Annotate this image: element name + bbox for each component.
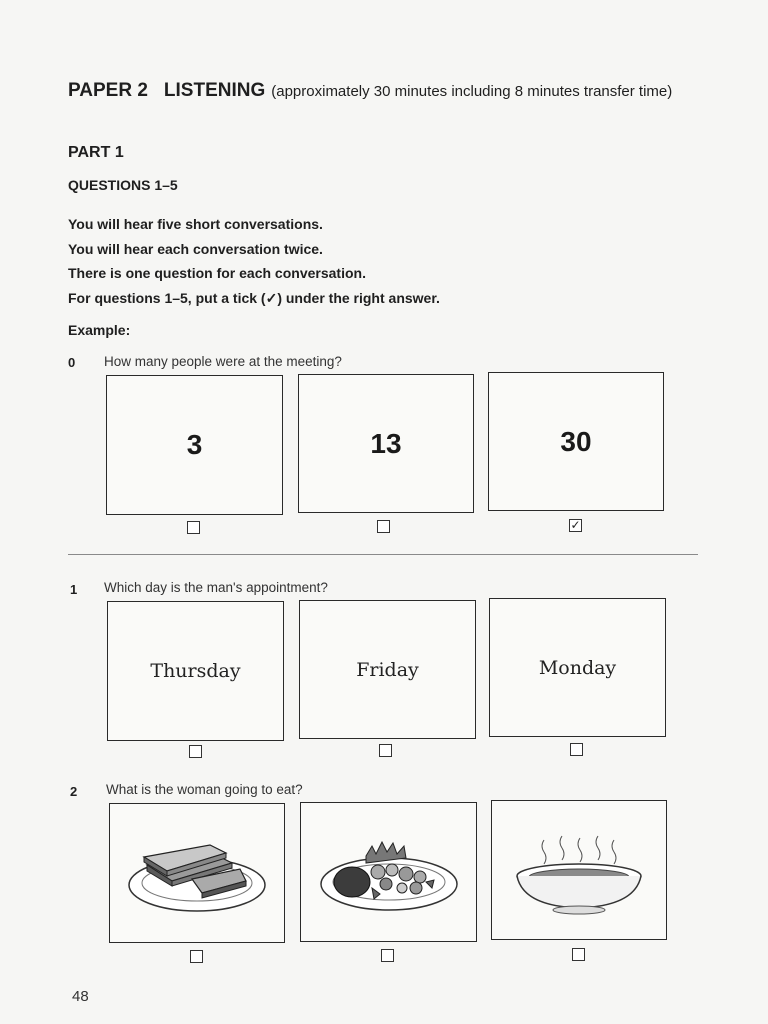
instruction-line: You will hear each conversation twice. [68, 240, 323, 257]
option-value: Monday [538, 656, 617, 679]
option-value: 30 [560, 425, 592, 457]
sandwich-image [122, 823, 272, 923]
answer-checkbox[interactable] [189, 745, 202, 758]
answer-checkbox[interactable] [377, 520, 390, 533]
paper-subtitle: (approximately 30 minutes including 8 minutes transfer time) [271, 83, 673, 100]
option-value: 13 [370, 427, 402, 459]
answer-checkbox[interactable] [381, 949, 394, 962]
answer-checkbox-ticked[interactable]: ✓ [570, 518, 581, 532]
option-value: 3 [186, 429, 203, 460]
option-box [298, 374, 474, 513]
part-heading: PART 1 [68, 144, 124, 161]
option-value: Thursday [150, 660, 241, 682]
question-text: How many people were at the meeting? [104, 354, 342, 369]
option-box [299, 600, 476, 739]
question-number: 0 [68, 355, 76, 370]
paper-label: PAPER 2 [68, 80, 148, 101]
section-divider [68, 554, 698, 555]
section-label: LISTENING [163, 80, 266, 101]
answer-checkbox[interactable] [570, 743, 583, 756]
salad-image [314, 822, 464, 922]
question-number: 2 [70, 784, 78, 799]
question-text: Which day is the man's appointment? [104, 580, 328, 595]
example-label: Example: [68, 322, 131, 338]
option-box [491, 800, 667, 940]
questions-range-heading: QUESTIONS 1–5 [68, 177, 178, 193]
answer-checkbox[interactable] [572, 948, 585, 961]
option-box [300, 802, 477, 942]
answer-checkbox[interactable] [379, 744, 392, 757]
instruction-line: For questions 1–5, put a tick (✓) under the right answer. [68, 289, 440, 306]
option-value: Friday [356, 658, 419, 681]
option-box [107, 601, 284, 741]
option-box [109, 803, 285, 943]
page-number: 48 [72, 988, 89, 1005]
question-number: 1 [70, 582, 78, 597]
option-box [488, 372, 664, 511]
instruction-line: There is one question for each conversation. [68, 265, 366, 281]
paper-title [68, 80, 672, 102]
answer-checkbox[interactable] [187, 521, 200, 534]
option-box [489, 598, 666, 737]
soup-image [504, 820, 654, 920]
instruction-line: You will hear five short conversations. [68, 216, 323, 232]
option-box [106, 375, 283, 515]
instructions [68, 212, 440, 310]
answer-checkbox[interactable] [190, 950, 203, 963]
question-text: What is the woman going to eat? [106, 782, 303, 797]
